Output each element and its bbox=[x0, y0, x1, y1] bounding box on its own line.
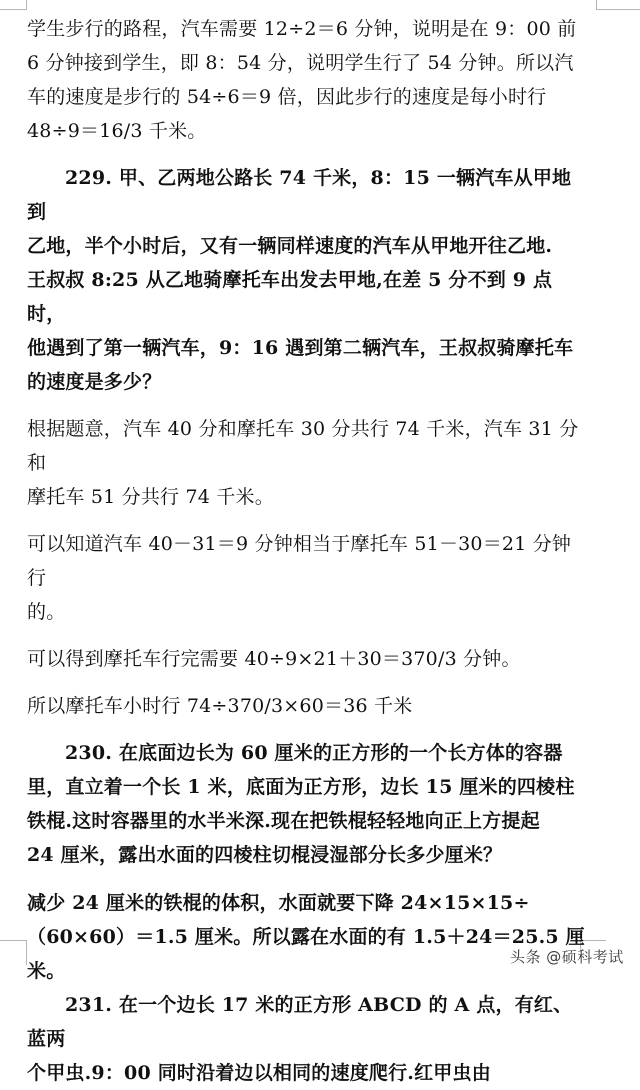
text-line: 根据题意，汽车 40 分和摩托车 30 分共行 74 千米，汽车 31 分和 bbox=[27, 418, 579, 474]
text-line: （60×60）＝1.5 厘米。所以露在水面的有 1.5＋24＝25.5 厘米。 bbox=[27, 926, 585, 982]
text-line: 摩托车 51 分共行 74 千米。 bbox=[27, 486, 274, 508]
text-line: 231. 在一个边长 17 米的正方形 ABCD 的 A 点，有红、蓝两 bbox=[27, 994, 573, 1050]
text-line: 可以知道汽车 40－31＝9 分钟相当于摩托车 51－30＝21 分钟行 bbox=[27, 533, 572, 589]
text-line: 的速度是多少？ bbox=[27, 371, 162, 393]
problem-231 bbox=[27, 988, 587, 1090]
solution-229-b bbox=[27, 527, 587, 629]
problem-229 bbox=[27, 161, 587, 399]
problem-230 bbox=[27, 736, 587, 872]
text-line: 铁棍.这时容器里的水半米深.现在把铁棍轻轻地向正上方提起 bbox=[27, 810, 540, 832]
text-line: 他遇到了第一辆汽车，9：16 遇到第二辆汽车，王叔叔骑摩托车 bbox=[27, 337, 574, 359]
page-margin-corner-bottom-left bbox=[0, 940, 27, 965]
source-watermark: 头条 @硕科考试 bbox=[510, 948, 624, 966]
document-body bbox=[27, 12, 587, 1090]
page-margin-corner-top-right bbox=[596, 0, 640, 10]
solution-229-d bbox=[27, 689, 587, 723]
text-line: 王叔叔 8:25 从乙地骑摩托车出发去甲地,在差 5 分不到 9 点时， bbox=[27, 269, 553, 325]
text-line: 所以摩托车小时行 74÷370/3×60＝36 千米 bbox=[27, 695, 413, 717]
text-line: 的。 bbox=[27, 601, 66, 623]
solution-229-a bbox=[27, 412, 587, 514]
text-line: 里，直立着一个长 1 米，底面为正方形，边长 15 厘米的四棱柱 bbox=[27, 776, 575, 798]
text-line: 学生步行的路程，汽车需要 12÷2＝6 分钟，说明是在 9：00 前 bbox=[27, 18, 577, 40]
text-line: 6 分钟接到学生，即 8：54 分，说明学生行了 54 分钟。所以汽 bbox=[27, 52, 574, 74]
solution-230 bbox=[27, 886, 587, 988]
text-line: 可以得到摩托车行完需要 40÷9×21＋30＝370/3 分钟。 bbox=[27, 648, 521, 670]
text-line: 乙地，半个小时后，又有一辆同样速度的汽车从甲地开往乙地. bbox=[27, 235, 553, 257]
solution-229-c bbox=[27, 642, 587, 676]
text-line: 229. 甲、乙两地公路长 74 千米，8：15 一辆汽车从甲地到 bbox=[27, 167, 572, 223]
text-line: 个甲虫.9：00 同时沿着边以相同的速度爬行.红甲虫由 bbox=[27, 1062, 491, 1084]
text-line: 车的速度是步行的 54÷6＝9 倍，因此步行的速度是每小时行 bbox=[27, 86, 547, 108]
text-line: 230. 在底面边长为 60 厘米的正方形的一个长方体的容器 bbox=[65, 742, 563, 764]
text-line: 48÷9＝16/3 千米。 bbox=[27, 120, 207, 142]
text-line: 减少 24 厘米的铁棍的体积，水面就要下降 24×15×15÷ bbox=[27, 892, 530, 914]
text-line: 24 厘米，露出水面的四棱柱切棍浸湿部分长多少厘米？ bbox=[27, 844, 503, 866]
page-margin-corner-top-left bbox=[0, 0, 27, 10]
solution-228-end bbox=[27, 12, 587, 148]
